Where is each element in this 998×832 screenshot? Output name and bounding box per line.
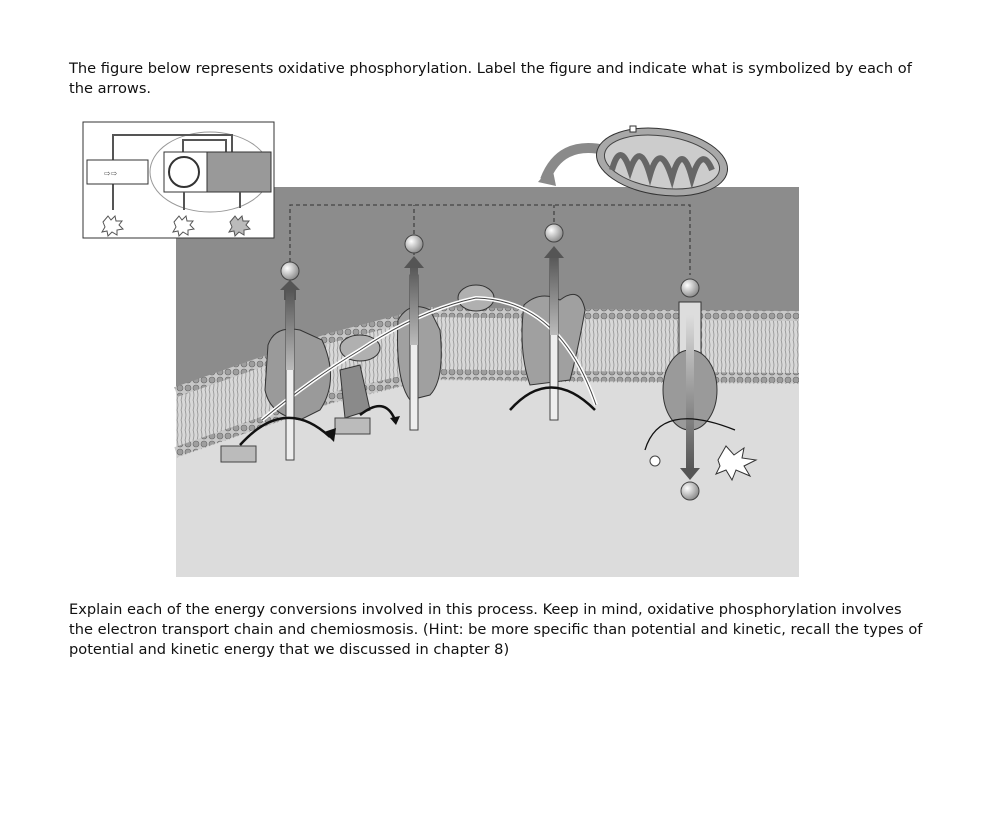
fadh2-box [335, 418, 370, 434]
complex-iii [398, 307, 442, 400]
nadh-box [221, 446, 256, 462]
question-prompt: The figure below represents oxidative phosphorylation. Label the figure and indicate what is symbolized by each of the arrows. [69, 60, 912, 97]
followup-question: Explain each of the energy conversions involved in this process. Keep in mind, oxidative phosphorylation involves the electron transport chain and chemiosmosis. (Hint: be more specific than potential and kinetic, recall the types of potential and kinetic energy that we discussed in chapter 8) [69, 601, 923, 658]
cellular-respiration-inset [83, 122, 274, 238]
main-diagram [176, 187, 799, 577]
svg-text:⇨⇨: ⇨⇨ [104, 169, 118, 178]
